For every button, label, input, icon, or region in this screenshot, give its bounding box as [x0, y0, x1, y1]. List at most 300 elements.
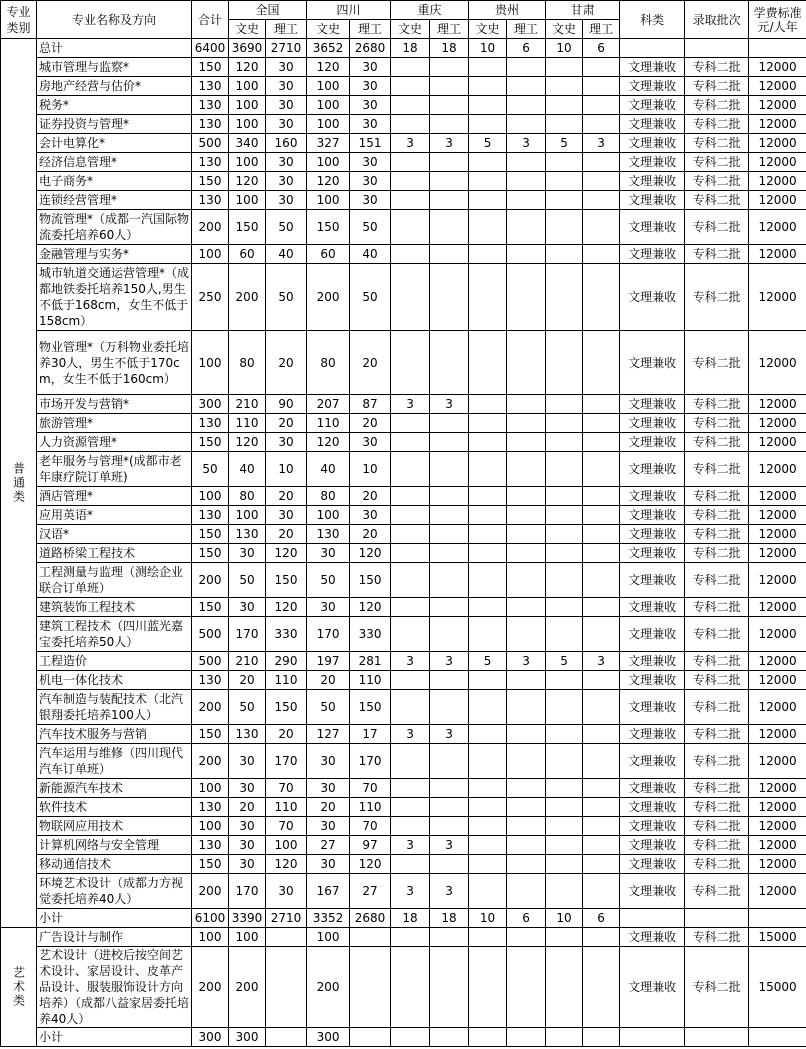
total-cell: 130	[192, 77, 229, 96]
batch-cell: 专科二批	[685, 525, 749, 544]
quota-cell: 3	[391, 725, 430, 744]
fee-cell: 12000	[749, 798, 806, 817]
batch-cell: 专科二批	[685, 331, 749, 395]
quota-cell	[507, 245, 546, 264]
total-cell: 200	[192, 563, 229, 598]
batch-cell: 专科二批	[685, 798, 749, 817]
quota-cell: 3690	[229, 39, 266, 58]
quota-cell	[507, 452, 546, 487]
table-row	[1, 433, 806, 452]
total-cell: 200	[192, 690, 229, 725]
quota-cell: 50	[229, 690, 266, 725]
total-cell: 130	[192, 115, 229, 134]
quota-cell	[507, 928, 546, 947]
quota-cell: 30	[350, 191, 391, 210]
quota-cell: 3	[583, 652, 620, 671]
major-name-cell: 汽车技术服务与营销	[37, 725, 192, 744]
quota-cell	[430, 779, 469, 798]
table-row	[1, 39, 806, 58]
quota-cell: 20	[266, 487, 307, 506]
quota-cell	[391, 191, 430, 210]
batch-cell: 专科二批	[685, 134, 749, 153]
quota-cell	[583, 671, 620, 690]
major-name-cell: 汽车制造与装配技术（北汽银翔委托培养100人）	[37, 690, 192, 725]
major-name-cell: 房地产经营与估价*	[37, 77, 192, 96]
quota-cell: 20	[229, 798, 266, 817]
quota-cell: 80	[229, 331, 266, 395]
quota-cell	[391, 506, 430, 525]
quota-cell: 20	[266, 725, 307, 744]
quota-cell: 120	[350, 598, 391, 617]
quota-cell: 20	[307, 671, 350, 690]
fee-cell: 12000	[749, 115, 806, 134]
quota-cell: 6	[507, 909, 546, 928]
subject-cell: 文理兼收	[620, 744, 685, 779]
quota-cell: 70	[266, 817, 307, 836]
quota-cell: 120	[350, 855, 391, 874]
subject-cell: 文理兼收	[620, 874, 685, 909]
quota-cell	[430, 598, 469, 617]
total-cell: 130	[192, 191, 229, 210]
quota-cell	[546, 331, 583, 395]
quota-cell	[430, 817, 469, 836]
subject-cell: 文理兼收	[620, 836, 685, 855]
quota-cell	[507, 563, 546, 598]
quota-cell	[469, 563, 507, 598]
subject-cell: 文理兼收	[620, 414, 685, 433]
quota-cell: 120	[266, 544, 307, 563]
fee-cell: 12000	[749, 487, 806, 506]
subject-cell: 文理兼收	[620, 487, 685, 506]
quota-cell	[391, 452, 430, 487]
quota-cell: 50	[229, 563, 266, 598]
quota-cell: 20	[350, 331, 391, 395]
batch-cell: 专科二批	[685, 395, 749, 414]
subject-cell: 文理兼收	[620, 191, 685, 210]
quota-cell	[469, 1028, 507, 1047]
quota-cell: 340	[229, 134, 266, 153]
total-cell: 130	[192, 506, 229, 525]
quota-cell: 100	[307, 115, 350, 134]
quota-cell	[391, 264, 430, 331]
quota-cell	[583, 506, 620, 525]
quota-cell: 127	[307, 725, 350, 744]
fee-cell: 15000	[749, 947, 806, 1028]
batch-cell: 专科二批	[685, 725, 749, 744]
quota-cell: 30	[350, 506, 391, 525]
batch-cell: 专科二批	[685, 874, 749, 909]
quota-cell: 30	[266, 58, 307, 77]
fee-cell: 12000	[749, 874, 806, 909]
quota-cell	[546, 598, 583, 617]
quota-cell: 30	[266, 77, 307, 96]
quota-cell	[430, 928, 469, 947]
quota-cell	[546, 798, 583, 817]
header-li: 理工	[266, 20, 307, 39]
batch-cell: 专科二批	[685, 210, 749, 245]
quota-cell: 110	[266, 671, 307, 690]
subject-cell: 文理兼收	[620, 264, 685, 331]
quota-cell	[507, 779, 546, 798]
quota-cell	[583, 798, 620, 817]
quota-cell	[507, 414, 546, 433]
quota-cell	[583, 817, 620, 836]
batch-cell: 专科二批	[685, 433, 749, 452]
quota-cell	[469, 617, 507, 652]
quota-cell: 3652	[307, 39, 350, 58]
quota-cell: 100	[229, 191, 266, 210]
quota-cell	[391, 525, 430, 544]
quota-cell: 120	[266, 855, 307, 874]
quota-cell	[583, 452, 620, 487]
table-row	[1, 836, 806, 855]
quota-cell: 3	[430, 725, 469, 744]
quota-cell: 2710	[266, 39, 307, 58]
quota-cell	[430, 798, 469, 817]
quota-cell: 100	[307, 96, 350, 115]
quota-cell: 17	[350, 725, 391, 744]
header-subject: 科类	[620, 1, 685, 39]
quota-cell	[469, 414, 507, 433]
fee-cell: 12000	[749, 134, 806, 153]
quota-cell: 210	[229, 395, 266, 414]
quota-cell: 130	[307, 525, 350, 544]
total-cell: 130	[192, 836, 229, 855]
quota-cell	[469, 331, 507, 395]
batch-cell: 专科二批	[685, 115, 749, 134]
quota-cell: 30	[307, 855, 350, 874]
fee-cell: 12000	[749, 433, 806, 452]
quota-cell	[391, 928, 430, 947]
total-cell: 130	[192, 96, 229, 115]
quota-cell	[583, 855, 620, 874]
quota-cell: 3	[430, 395, 469, 414]
major-name-cell: 城市管理与监察*	[37, 58, 192, 77]
batch-cell: 专科二批	[685, 487, 749, 506]
quota-cell	[507, 96, 546, 115]
batch-cell: 专科二批	[685, 153, 749, 172]
subject-cell: 文理兼收	[620, 58, 685, 77]
quota-cell: 3	[430, 874, 469, 909]
major-name-cell: 电子商务*	[37, 172, 192, 191]
total-cell: 500	[192, 652, 229, 671]
fee-cell: 12000	[749, 652, 806, 671]
quota-cell	[469, 433, 507, 452]
quota-cell	[430, 744, 469, 779]
subject-cell: 文理兼收	[620, 331, 685, 395]
category-cell: 艺术类	[1, 928, 37, 1047]
quota-cell: 80	[307, 487, 350, 506]
total-cell: 300	[192, 395, 229, 414]
quota-cell	[430, 115, 469, 134]
quota-cell: 3	[507, 134, 546, 153]
table-row	[1, 331, 806, 395]
quota-cell	[583, 874, 620, 909]
quota-cell: 150	[350, 690, 391, 725]
header-li: 理工	[583, 20, 620, 39]
total-cell: 200	[192, 947, 229, 1028]
quota-cell: 100	[266, 836, 307, 855]
quota-cell: 281	[350, 652, 391, 671]
quota-cell	[391, 817, 430, 836]
table-row	[1, 690, 806, 725]
quota-cell: 20	[266, 525, 307, 544]
subject-cell	[620, 909, 685, 928]
total-cell: 250	[192, 264, 229, 331]
quota-cell	[469, 725, 507, 744]
quota-cell: 110	[350, 671, 391, 690]
major-name-cell: 建筑工程技术（四川蓝光嘉宝委托培养50人）	[37, 617, 192, 652]
batch-cell: 专科二批	[685, 245, 749, 264]
quota-cell	[507, 855, 546, 874]
quota-cell: 70	[350, 817, 391, 836]
quota-cell	[507, 487, 546, 506]
quota-cell: 6	[583, 909, 620, 928]
batch-cell: 专科二批	[685, 544, 749, 563]
batch-cell: 专科二批	[685, 928, 749, 947]
quota-cell: 18	[391, 39, 430, 58]
fee-cell: 12000	[749, 779, 806, 798]
quota-cell	[430, 563, 469, 598]
quota-cell: 30	[350, 96, 391, 115]
quota-cell	[546, 779, 583, 798]
quota-cell	[391, 544, 430, 563]
quota-cell	[546, 855, 583, 874]
header-fee: 学费标准元/人年	[749, 1, 806, 39]
quota-cell	[507, 525, 546, 544]
batch-cell: 专科二批	[685, 77, 749, 96]
quota-cell: 30	[266, 153, 307, 172]
quota-cell	[546, 395, 583, 414]
quota-cell	[350, 947, 391, 1028]
quota-cell	[469, 544, 507, 563]
quota-cell: 30	[229, 544, 266, 563]
quota-cell	[507, 947, 546, 1028]
quota-cell	[469, 817, 507, 836]
quota-cell	[469, 58, 507, 77]
quota-cell	[430, 433, 469, 452]
batch-cell: 专科二批	[685, 690, 749, 725]
table-row	[1, 153, 806, 172]
quota-cell	[507, 331, 546, 395]
major-name-cell: 税务*	[37, 96, 192, 115]
quota-cell	[391, 96, 430, 115]
subject-cell: 文理兼收	[620, 153, 685, 172]
quota-cell	[546, 506, 583, 525]
quota-cell: 30	[266, 874, 307, 909]
subject-cell: 文理兼收	[620, 779, 685, 798]
header-region-guizhou: 贵州	[469, 1, 546, 20]
quota-cell	[469, 598, 507, 617]
fee-cell: 12000	[749, 817, 806, 836]
quota-cell: 3	[430, 652, 469, 671]
quota-cell	[507, 115, 546, 134]
quota-cell	[430, 487, 469, 506]
quota-cell: 100	[307, 77, 350, 96]
table-row	[1, 506, 806, 525]
quota-cell: 120	[307, 58, 350, 77]
quota-cell: 6	[583, 39, 620, 58]
fee-cell: 12000	[749, 744, 806, 779]
quota-cell	[469, 245, 507, 264]
quota-cell	[430, 617, 469, 652]
batch-cell: 专科二批	[685, 191, 749, 210]
subject-cell: 文理兼收	[620, 525, 685, 544]
total-cell: 130	[192, 153, 229, 172]
fee-cell: 12000	[749, 210, 806, 245]
quota-cell	[507, 544, 546, 563]
table-header	[1, 1, 806, 39]
quota-cell	[507, 836, 546, 855]
header-region-national: 全国	[229, 1, 307, 20]
quota-cell: 170	[307, 617, 350, 652]
subject-cell: 文理兼收	[620, 817, 685, 836]
quota-cell: 30	[350, 58, 391, 77]
quota-cell: 87	[350, 395, 391, 414]
quota-cell: 100	[229, 96, 266, 115]
subject-cell: 文理兼收	[620, 172, 685, 191]
fee-cell: 12000	[749, 525, 806, 544]
quota-cell: 30	[266, 433, 307, 452]
quota-cell: 27	[307, 836, 350, 855]
quota-cell	[546, 245, 583, 264]
quota-cell	[546, 487, 583, 506]
quota-cell: 2680	[350, 39, 391, 58]
quota-cell: 30	[307, 779, 350, 798]
quota-cell: 120	[350, 544, 391, 563]
quota-cell	[583, 115, 620, 134]
fee-cell: 12000	[749, 172, 806, 191]
total-cell: 130	[192, 414, 229, 433]
quota-cell	[583, 928, 620, 947]
quota-cell	[430, 525, 469, 544]
subject-cell: 文理兼收	[620, 690, 685, 725]
quota-cell	[507, 433, 546, 452]
quota-cell: 30	[266, 191, 307, 210]
batch-cell: 专科二批	[685, 652, 749, 671]
total-cell: 150	[192, 855, 229, 874]
table-row	[1, 191, 806, 210]
quota-cell: 40	[229, 452, 266, 487]
quota-cell	[546, 172, 583, 191]
subject-cell: 文理兼收	[620, 544, 685, 563]
batch-cell: 专科二批	[685, 58, 749, 77]
table-row	[1, 210, 806, 245]
total-cell: 100	[192, 331, 229, 395]
quota-cell: 20	[229, 671, 266, 690]
quota-cell: 2680	[350, 909, 391, 928]
quota-cell	[350, 1028, 391, 1047]
quota-cell	[583, 836, 620, 855]
fee-cell: 12000	[749, 855, 806, 874]
quota-cell: 3	[507, 652, 546, 671]
header-wen: 文史	[391, 20, 430, 39]
table-row	[1, 1028, 806, 1047]
quota-cell	[391, 744, 430, 779]
quota-cell	[430, 210, 469, 245]
fee-cell: 12000	[749, 452, 806, 487]
quota-cell: 5	[546, 134, 583, 153]
total-cell: 100	[192, 928, 229, 947]
quota-cell	[507, 874, 546, 909]
quota-cell: 150	[266, 690, 307, 725]
quota-cell: 30	[350, 172, 391, 191]
quota-cell: 50	[307, 690, 350, 725]
quota-cell	[507, 798, 546, 817]
quota-cell: 30	[266, 115, 307, 134]
quota-cell	[583, 264, 620, 331]
quota-cell	[583, 245, 620, 264]
header-batch: 录取批次	[685, 1, 749, 39]
quota-cell	[546, 191, 583, 210]
quota-cell: 100	[229, 77, 266, 96]
quota-cell: 97	[350, 836, 391, 855]
major-name-cell: 小计	[37, 909, 192, 928]
table-row	[1, 58, 806, 77]
quota-cell	[391, 153, 430, 172]
major-name-cell: 建筑装饰工程技术	[37, 598, 192, 617]
header-wen: 文史	[229, 20, 266, 39]
quota-cell	[546, 563, 583, 598]
header-wen: 文史	[546, 20, 583, 39]
quota-cell	[430, 947, 469, 1028]
subject-cell: 文理兼收	[620, 563, 685, 598]
header-major: 专业名称及方向	[37, 1, 192, 39]
batch-cell: 专科二批	[685, 414, 749, 433]
major-name-cell: 酒店管理*	[37, 487, 192, 506]
major-name-cell: 软件技术	[37, 798, 192, 817]
quota-cell	[546, 671, 583, 690]
quota-cell	[507, 690, 546, 725]
quota-cell	[583, 725, 620, 744]
subject-cell: 文理兼收	[620, 798, 685, 817]
table-row	[1, 563, 806, 598]
batch-cell: 专科二批	[685, 452, 749, 487]
quota-cell: 50	[307, 563, 350, 598]
quota-cell	[469, 115, 507, 134]
quota-cell: 100	[229, 928, 266, 947]
total-cell: 200	[192, 744, 229, 779]
quota-cell: 327	[307, 134, 350, 153]
quota-cell: 30	[229, 598, 266, 617]
quota-cell	[391, 1028, 430, 1047]
table-row	[1, 725, 806, 744]
quota-cell	[430, 153, 469, 172]
quota-cell: 80	[307, 331, 350, 395]
table-row	[1, 264, 806, 331]
quota-cell: 150	[307, 210, 350, 245]
quota-cell: 30	[266, 172, 307, 191]
quota-cell: 30	[307, 544, 350, 563]
major-name-cell: 道路桥梁工程技术	[37, 544, 192, 563]
quota-cell: 30	[229, 779, 266, 798]
fee-cell: 12000	[749, 617, 806, 652]
quota-cell: 6	[507, 39, 546, 58]
batch-cell: 专科二批	[685, 172, 749, 191]
quota-cell	[469, 172, 507, 191]
quota-cell	[391, 58, 430, 77]
subject-cell: 文理兼收	[620, 452, 685, 487]
quota-cell	[583, 77, 620, 96]
quota-cell: 30	[350, 153, 391, 172]
header-region-gansu: 甘肃	[546, 1, 620, 20]
quota-cell: 170	[229, 874, 266, 909]
quota-cell: 197	[307, 652, 350, 671]
quota-cell	[391, 617, 430, 652]
quota-cell: 30	[350, 433, 391, 452]
fee-cell: 12000	[749, 191, 806, 210]
major-name-cell: 环境艺术设计（成都力方视觉委托培养40人）	[37, 874, 192, 909]
